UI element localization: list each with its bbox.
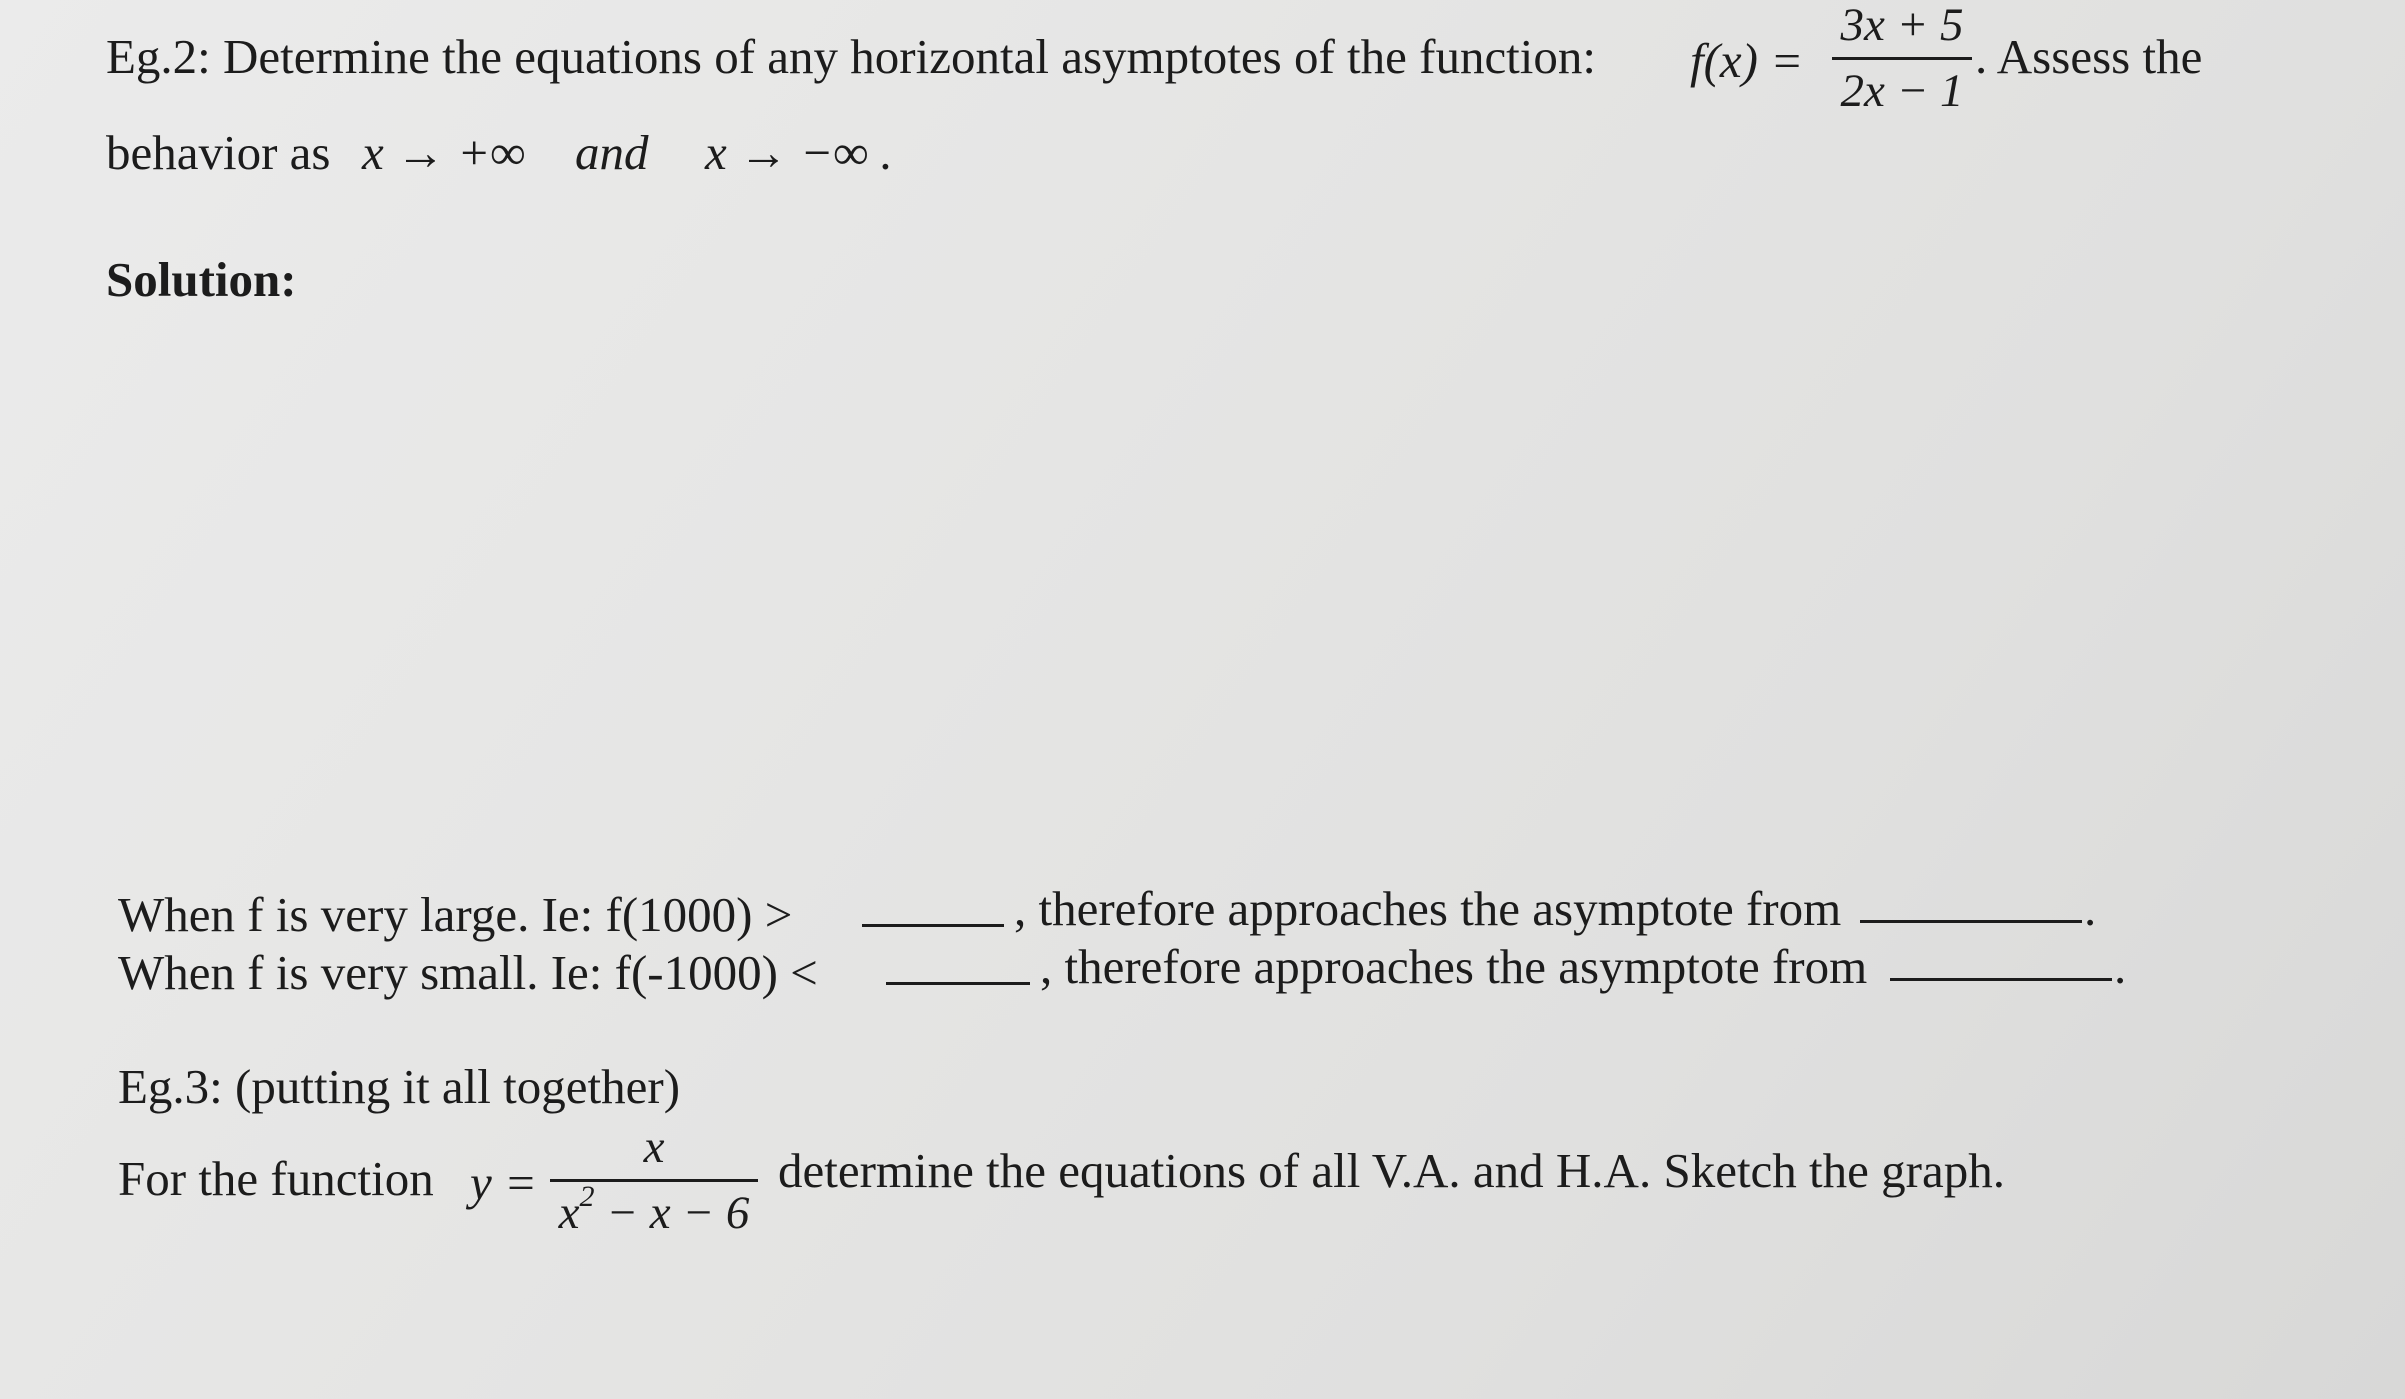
eg2-limit-positive: x → +∞ — [362, 125, 526, 180]
eg2-limit-negative: x → −∞ . — [705, 125, 893, 180]
eg2-function-lhs: f(x) = — [1690, 33, 1804, 88]
row2-prefix: When f is very small. Ie: f(-1000) < — [118, 945, 818, 1000]
row1-middle: , therefore approaches the asymptote from — [1014, 881, 1842, 936]
row1-blank-direction[interactable] — [1860, 920, 2082, 923]
eg3-label: Eg.3: (putting it all together) — [118, 1059, 681, 1114]
row1-period: . — [2084, 881, 2097, 936]
row2-blank-direction[interactable] — [1890, 978, 2112, 981]
row1-blank-value[interactable] — [862, 924, 1004, 927]
eg3-for-the-function: For the function — [118, 1151, 434, 1206]
row2-middle: , therefore approaches the asymptote from — [1040, 939, 1868, 994]
eg2-behavior-text: behavior as — [106, 125, 331, 180]
solution-heading: Solution: — [106, 252, 297, 307]
eg2-question-line1 — [106, 29, 1597, 84]
eg3-function-fraction — [550, 1121, 758, 1239]
eg2-prompt: Determine the equations of any horizontal asymptotes of the function: — [223, 29, 1597, 84]
eg2-numerator: 3x + 5 — [1840, 0, 1964, 51]
eg3-den-rest: − x − 6 — [594, 1187, 750, 1239]
eg3-numerator: x — [643, 1121, 665, 1173]
row2-blank-value[interactable] — [886, 982, 1030, 985]
eg3-den-base: x — [558, 1187, 580, 1239]
eg3-den-exponent: 2 — [579, 1180, 595, 1213]
eg3-denominator — [550, 1182, 758, 1237]
eg2-denominator: 2x − 1 — [1840, 65, 1964, 117]
eg2-and-word: and — [575, 125, 649, 180]
eg2-question-line2 — [106, 125, 331, 180]
row2-period: . — [2114, 939, 2127, 994]
eg3-lhs: y = — [470, 1155, 538, 1210]
eg2-function-fraction — [1832, 2, 1972, 115]
eg2-assess-text: . Assess the — [1975, 29, 2203, 84]
eg3-instructions: determine the equations of all V.A. and H.A. Sketch the graph. — [778, 1143, 2005, 1198]
row1-prefix: When f is very large. Ie: f(1000) > — [118, 887, 793, 942]
eg2-label: Eg.2: — [106, 29, 211, 84]
